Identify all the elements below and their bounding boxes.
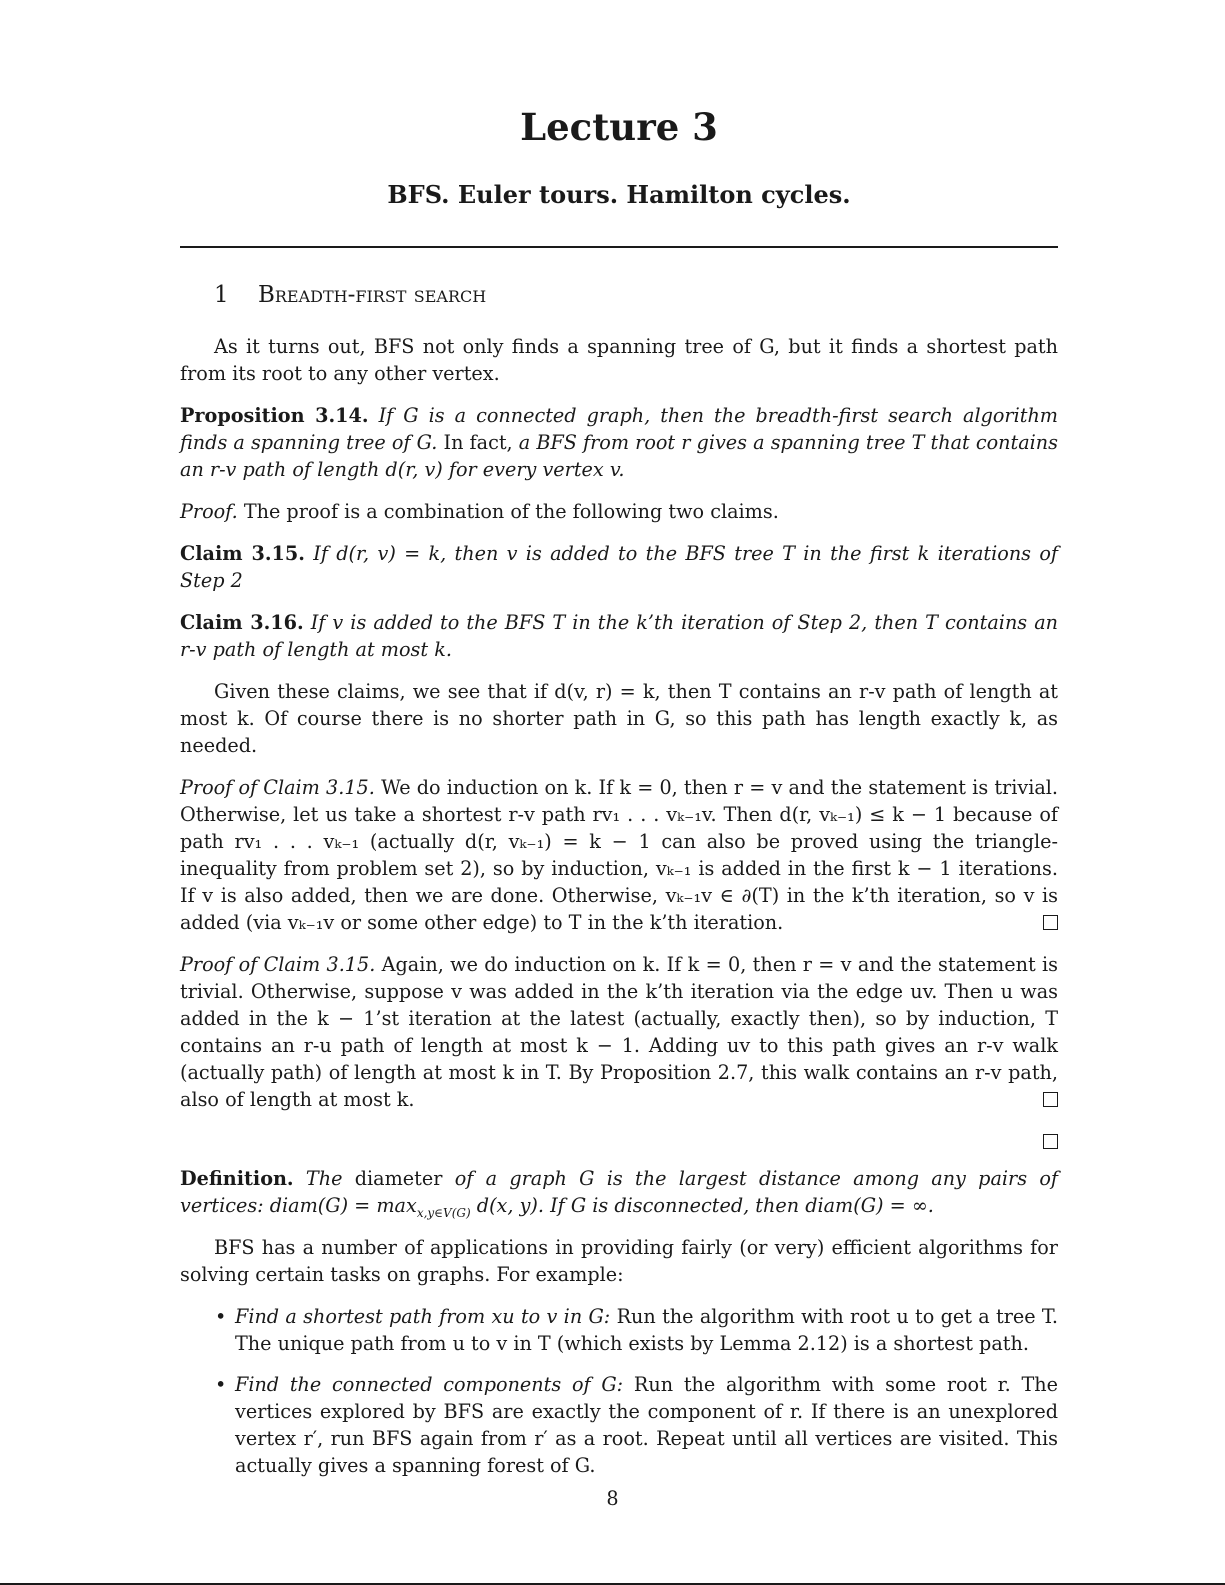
qed-square-icon (1043, 1092, 1058, 1107)
page-number: 8 (606, 1487, 619, 1510)
body-text (180, 333, 1058, 1493)
bullet-icon: • (215, 1373, 227, 1396)
application-text: Run the algorithm with some root r. The vertices explored by BFS are exactly the component of r. If there is an unexplored vertex r′, run BFS again from r′ as a root. Repeat until all vertices are visited. This actually gives a spanning forest of G. (235, 1373, 1059, 1477)
lecture-subtitle: BFS. Euler tours. Hamilton cycles. (387, 180, 851, 209)
claim-3-16 (180, 609, 1058, 663)
definition-label: Definition. (180, 1167, 294, 1190)
claim-3-15-text: If d(r, v) = k, then v is added to the BFS tree T in the first k iterations of Step 2 (180, 542, 1058, 592)
proof-claim-3-15-second-text: Again, we do induction on k. If k = 0, then r = v and the statement is trivial. Otherwise, suppose v was added in the k’th iteration via the edge uv. Then u was added in the k − 1’st iteration at the latest (actually, exactly then), so by induction, T contains an r-u path of length at most k − 1. Adding uv to this path gives an r-v walk (actually path) of length at most k in T. By Proposition 2.7, this walk contains an r-v path, also of length at most k. (180, 953, 1058, 1111)
proof-claim-3-15-label: Proof of Claim 3.15. (180, 776, 375, 799)
section-heading (214, 282, 486, 308)
qed-square-icon (1043, 1134, 1058, 1149)
definition-tail: d(x, y). If G is disconnected, then diam(G) = ∞. (476, 1194, 934, 1217)
section-title: Breadth-first search (257, 282, 487, 308)
application-text: Run the algorithm with root u to get a tree T. The unique path from u to v in T (which exists by Lemma 2.12) is a shortest path. (235, 1305, 1058, 1355)
proof-intro-text: The proof is a combination of the following two claims. (243, 500, 779, 523)
definition-subscript: x,y∈V(G) (416, 1205, 471, 1220)
section-number: 1 (214, 282, 229, 308)
claim-3-16-text: If v is added to the BFS T in the k’th iteration of Step 2, then T contains an r-v path of length at most k. (180, 611, 1058, 661)
definition-term: diameter (354, 1167, 443, 1190)
application-title: Find a shortest path from xu to v in G: (235, 1305, 611, 1328)
claim-3-16-label: Claim 3.16. (180, 611, 304, 634)
proof-claim-3-15 (180, 774, 1058, 936)
proof-intro (180, 498, 1058, 525)
bullet-icon: • (215, 1305, 227, 1328)
definition-post: of a graph G is the largest distance among any pairs of vertices: diam(G) = max (180, 1167, 1059, 1217)
claim-3-15 (180, 540, 1058, 594)
intro-paragraph: As it turns out, BFS not only finds a spanning tree of G, but it finds a shortest path from its root to any other vertex. (180, 335, 1058, 385)
applications-list (180, 1303, 1058, 1479)
qed-square-icon (1043, 915, 1058, 930)
proof-end (180, 1124, 1058, 1151)
application-title: Find the connected components of G: (235, 1373, 624, 1396)
proposition-label: Proposition 3.14. (180, 404, 369, 427)
proof-claim-3-15-text: We do induction on k. If k = 0, then r = v and the statement is trivial. Otherwise, let us take a shortest r-v path rv₁ . . . vₖ₋₁v. Then d(r, vₖ₋₁) ≤ k − 1 because of path rv₁ . . . vₖ₋₁ (actually d(r, vₖ₋₁) = k − 1 can also be proved using the triangle-inequality from problem set 2), so by induction, vₖ₋₁ is added in the first k − 1 iterations. If v is also added, then we are done. Otherwise, vₖ₋₁v ∈ ∂(T) in the k’th iteration, so v is added (via vₖ₋₁v or some other edge) to T in the k’th iteration. (180, 776, 1059, 934)
proposition-in-fact: In fact, (443, 431, 513, 454)
definition (180, 1165, 1058, 1219)
proposition-part1: If G is a connected graph, then the breadth-first search algorithm finds a spanning tree of G. (180, 404, 1059, 454)
proof-intro-label: Proof. (180, 500, 238, 523)
claim-3-15-label: Claim 3.15. (180, 542, 305, 565)
lecture-title: Lecture 3 (520, 105, 718, 149)
given-paragraph: Given these claims, we see that if d(v, r) = k, then T contains an r-v path of length at most k. Of course there is no shorter path in G, so this path has length exactly k, as needed. (180, 680, 1058, 757)
proof-claim-3-15-second-label: Proof of Claim 3.15. (180, 953, 376, 976)
list-item (215, 1371, 1059, 1479)
title-rule (180, 246, 1058, 248)
list-item (215, 1303, 1058, 1357)
applications-intro: BFS has a number of applications in providing fairly (or very) efficient algorithms for solving certain tasks on graphs. For example: (180, 1236, 1058, 1286)
proposition-part2: a BFS from root r gives a spanning tree T that contains an r-v path of length d(r, v) for every vertex v. (180, 431, 1058, 481)
proposition (180, 402, 1058, 483)
proof-claim-3-15-second (180, 951, 1058, 1113)
definition-pre: The (305, 1167, 343, 1190)
